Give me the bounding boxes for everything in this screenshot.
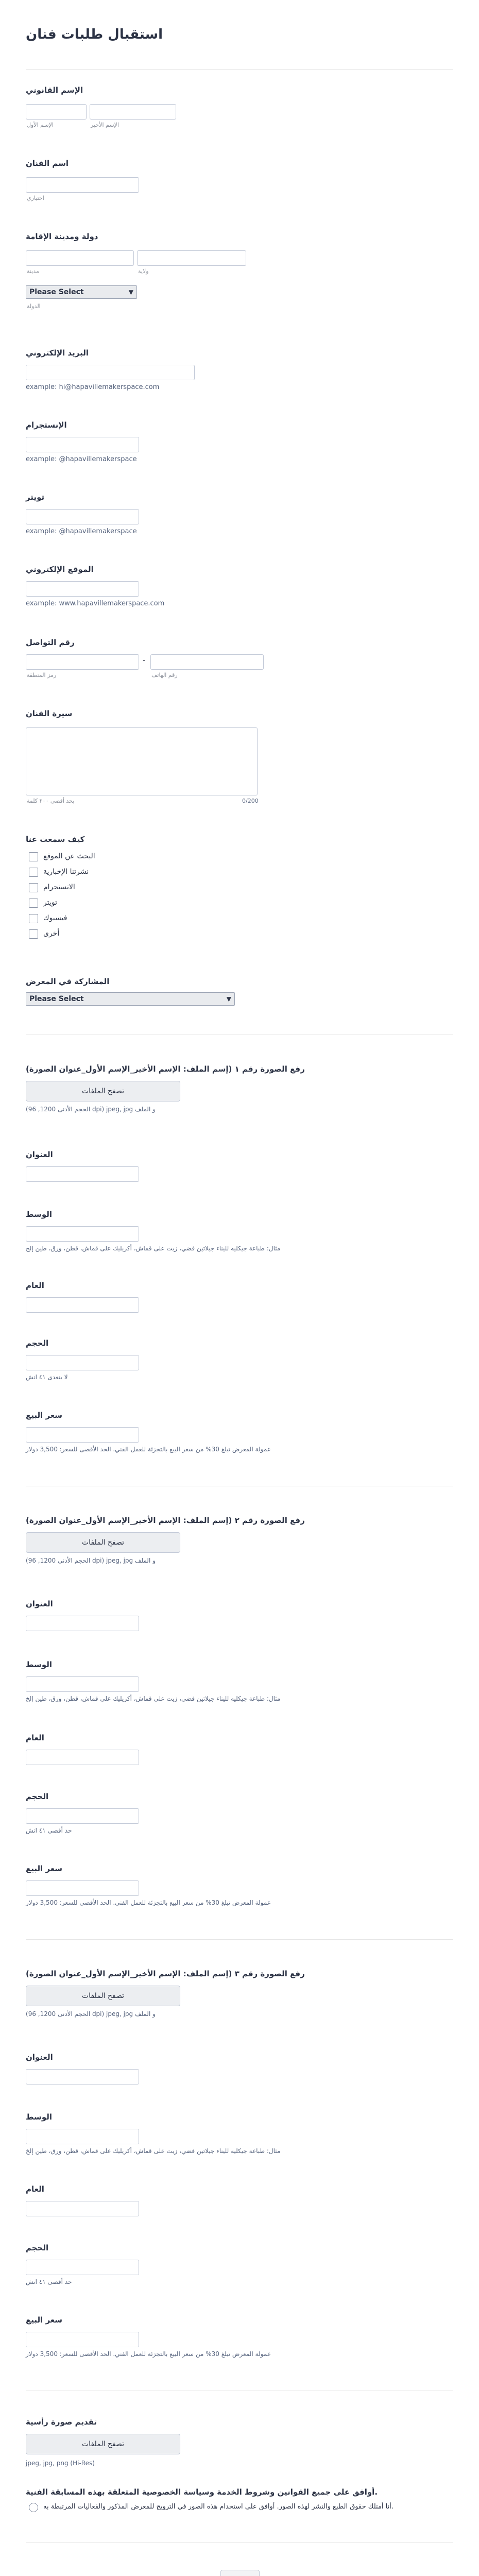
artist-name-sublabel: اختياري bbox=[27, 195, 44, 201]
instagram-hint: example: @hapavillemakerspace bbox=[26, 455, 137, 463]
image-2-price-hint: عمولة المعرض تبلغ 30% من سعر البيع بالتجزئة للعمل الفني. الحد الأقصى للسعر: 3,500 دولار bbox=[26, 1899, 271, 1906]
image-2-size-label: الحجم bbox=[26, 1792, 49, 1801]
image-2-price-input[interactable] bbox=[26, 1880, 139, 1896]
country-select[interactable]: Please Select ▼ bbox=[26, 285, 137, 299]
checkbox-heard-facebook[interactable] bbox=[29, 914, 38, 923]
checkbox-heard-search[interactable] bbox=[29, 852, 38, 861]
image-1-price-input[interactable] bbox=[26, 1427, 139, 1443]
image-2-title-label: العنوان bbox=[26, 1599, 53, 1608]
image-3-title-label: العنوان bbox=[26, 2053, 53, 2062]
area-code-input[interactable] bbox=[26, 654, 139, 670]
image-1-year-label: العام bbox=[26, 1281, 44, 1290]
terms-label: أوافق على جميع القوانين وشروط الخدمة وسياسة الخصوصية المتعلقة بهذه المسابقة الفنية. bbox=[26, 2487, 378, 2497]
image-3-price-input[interactable] bbox=[26, 2332, 139, 2347]
image-3-upload-hint: (الحجم الأدنى 1200, 96 dpi) jpeg, jpg و الملف bbox=[26, 2010, 156, 2018]
area-code-sublabel: رمز المنطقة bbox=[27, 672, 57, 679]
submit-button[interactable] bbox=[220, 2570, 260, 2576]
image-1-size-hint: لا يتعدى ٤١ انش bbox=[26, 1374, 68, 1381]
image-2-medium-input[interactable] bbox=[26, 1676, 139, 1692]
image-1-year-input[interactable] bbox=[26, 1297, 139, 1313]
city-sublabel: مدينة bbox=[27, 268, 39, 275]
heard-label: كيف سمعت عنا bbox=[26, 835, 85, 844]
exhibit-label: المشاركة في المعرض bbox=[26, 977, 110, 986]
image-2-year-label: العام bbox=[26, 1733, 44, 1742]
bio-label: سيرة الفنان bbox=[26, 709, 73, 718]
location-label: دولة ومدينة الإقامة bbox=[26, 232, 98, 241]
terms-radio[interactable] bbox=[29, 2503, 38, 2512]
image-3-title-input[interactable] bbox=[26, 2069, 139, 2084]
image-1-medium-hint: مثال: طباعة جيكليه لليناء جيلاتين فضي، زيت على قماش، أكريليك على قماش، قطن، ورق، طين إلخ bbox=[26, 1245, 281, 1252]
bio-textarea[interactable] bbox=[26, 727, 258, 795]
image-3-medium-input[interactable] bbox=[26, 2129, 139, 2144]
checkbox-label: نشرتنا الإخبارية bbox=[43, 868, 89, 876]
checkbox-label: البحث عن الموقع bbox=[43, 852, 95, 860]
country-sublabel: الدولة bbox=[27, 303, 41, 310]
headshot-hint: jpeg, jpg, png (Hi-Res) bbox=[26, 2460, 95, 2467]
phone-number-sublabel: رقم الهاتف bbox=[151, 672, 178, 679]
checkbox-label: أخرى bbox=[43, 929, 60, 938]
image-1-medium-input[interactable] bbox=[26, 1226, 139, 1242]
exhibit-select[interactable]: Please Select ▼ bbox=[26, 992, 235, 1006]
checkbox-label: فيسبوك bbox=[43, 914, 67, 922]
legal-name-label: الإسم القانوني bbox=[26, 86, 83, 95]
image-2-year-input[interactable] bbox=[26, 1750, 139, 1765]
divider bbox=[26, 1939, 453, 1940]
instagram-label: الإنستجرام bbox=[26, 420, 67, 430]
terms-option-label: أنا أمتلك حقوق الطبع والنشر لهذه الصور. أوافق على استخدام هذه الصور في الترويج للمعرض المذكور والفعاليات المرتبطة به. bbox=[43, 2503, 394, 2511]
phone-label: رقم التواصل bbox=[26, 638, 75, 647]
city-input[interactable] bbox=[26, 250, 134, 266]
headshot-browse-button[interactable]: تصفح الملفات bbox=[26, 2434, 180, 2454]
bio-word-counter: 0/200 bbox=[242, 798, 259, 804]
image-1-upload-hint: (الحجم الأدنى 1200, 96 dpi) jpeg, jpg و الملف bbox=[26, 1106, 156, 1113]
twitter-hint: example: @hapavillemakerspace bbox=[26, 528, 137, 535]
checkbox-heard-instagram[interactable] bbox=[29, 883, 38, 892]
image-1-upload-label: رفع الصورة رقم ١ (إسم الملف: الإسم الأخير_الإسم الأول_عنوان الصورة) bbox=[26, 1064, 305, 1074]
image-3-size-hint: حد أقصى ٤١ انش bbox=[26, 2278, 72, 2285]
state-input[interactable] bbox=[137, 250, 246, 266]
email-hint: example: hi@hapavillemakerspace.com bbox=[26, 383, 160, 391]
image-3-medium-label: الوسط bbox=[26, 2112, 52, 2122]
state-sublabel: ولاية bbox=[138, 268, 149, 275]
artist-name-input[interactable] bbox=[26, 177, 139, 193]
email-label: البريد الإلكتروني bbox=[26, 348, 89, 358]
image-2-medium-hint: مثال: طباعة جيكليه لليناء جيلاتين فضي، زيت على قماش، أكريليك على قماش، قطن، ورق، طين إلخ bbox=[26, 1695, 281, 1702]
bio-limit-sublabel: بحد أقصى ٢٠٠ كلمة bbox=[27, 798, 75, 804]
image-2-medium-label: الوسط bbox=[26, 1660, 52, 1669]
image-3-medium-hint: مثال: طباعة جيكليه لليناء جيلاتين فضي، زيت على قماش، أكريليك على قماش، قطن، ورق، طين إلخ bbox=[26, 2147, 281, 2155]
image-1-size-label: الحجم bbox=[26, 1338, 49, 1348]
checkbox-label: الانستجرام bbox=[43, 883, 75, 891]
chevron-down-icon: ▼ bbox=[226, 995, 231, 1003]
email-input[interactable] bbox=[26, 365, 195, 380]
checkbox-heard-twitter[interactable] bbox=[29, 899, 38, 908]
website-hint: example: www.hapavillemakerspace.com bbox=[26, 600, 165, 607]
image-1-medium-label: الوسط bbox=[26, 1210, 52, 1219]
image-3-upload-label: رفع الصورة رقم ٣ (إسم الملف: الإسم الأخير_الإسم الأول_عنوان الصورة) bbox=[26, 1969, 305, 1978]
form-title: استقبال طلبات فنان bbox=[26, 27, 163, 42]
image-2-browse-button[interactable]: تصفح الملفات bbox=[26, 1532, 180, 1553]
last-name-input[interactable] bbox=[90, 104, 176, 120]
instagram-input[interactable] bbox=[26, 437, 139, 452]
website-input[interactable] bbox=[26, 581, 139, 597]
image-3-year-input[interactable] bbox=[26, 2201, 139, 2216]
twitter-input[interactable] bbox=[26, 509, 139, 524]
phone-dash: - bbox=[143, 655, 146, 665]
image-3-browse-button[interactable]: تصفح الملفات bbox=[26, 1986, 180, 2006]
phone-number-input[interactable] bbox=[150, 654, 264, 670]
divider bbox=[26, 69, 453, 70]
image-1-size-input[interactable] bbox=[26, 1355, 139, 1370]
website-label: الموقع الإلكتروني bbox=[26, 565, 94, 574]
image-2-upload-hint: (الحجم الأدنى 1200, 96 dpi) jpeg, jpg و الملف bbox=[26, 1557, 156, 1564]
image-2-upload-label: رفع الصورة رقم ٢ (إسم الملف: الإسم الأخير_الإسم الأول_عنوان الصورة) bbox=[26, 1516, 305, 1525]
first-name-sublabel: الإسم الأول bbox=[27, 122, 54, 128]
image-1-price-hint: عمولة المعرض تبلغ 30% من سعر البيع بالتجزئة للعمل الفني. الحد الأقصى للسعر: 3,500 دولار bbox=[26, 1446, 271, 1453]
image-2-price-label: سعر البيع bbox=[26, 1864, 63, 1873]
first-name-input[interactable] bbox=[26, 104, 87, 120]
image-3-price-hint: عمولة المعرض تبلغ 30% من سعر البيع بالتجزئة للعمل الفني. الحد الأقصى للسعر: 3,500 دولار bbox=[26, 2350, 271, 2358]
image-1-price-label: سعر البيع bbox=[26, 1411, 63, 1420]
checkbox-label: تويتر bbox=[43, 899, 57, 907]
image-2-title-input[interactable] bbox=[26, 1616, 139, 1631]
image-3-price-label: سعر البيع bbox=[26, 2315, 63, 2325]
image-2-size-input[interactable] bbox=[26, 1808, 139, 1824]
image-2-size-hint: حد أقصى ٤١ انش bbox=[26, 1827, 72, 1834]
twitter-label: تويتر bbox=[26, 493, 45, 502]
chevron-down-icon: ▼ bbox=[128, 289, 133, 296]
last-name-sublabel: الإسم الأخير bbox=[91, 122, 119, 128]
image-1-title-label: العنوان bbox=[26, 1150, 53, 1159]
artist-name-label: اسم الفنان bbox=[26, 159, 69, 168]
image-1-browse-button[interactable]: تصفح الملفات bbox=[26, 1081, 180, 1101]
checkbox-heard-newsletter[interactable] bbox=[29, 868, 38, 877]
image-3-size-input[interactable] bbox=[26, 2260, 139, 2275]
image-1-title-input[interactable] bbox=[26, 1166, 139, 1182]
headshot-label: تقديم صورة رأسية bbox=[26, 2417, 97, 2427]
checkbox-heard-other[interactable] bbox=[29, 929, 38, 939]
image-3-year-label: العام bbox=[26, 2184, 44, 2194]
divider bbox=[26, 2542, 453, 2543]
image-3-size-label: الحجم bbox=[26, 2243, 49, 2252]
